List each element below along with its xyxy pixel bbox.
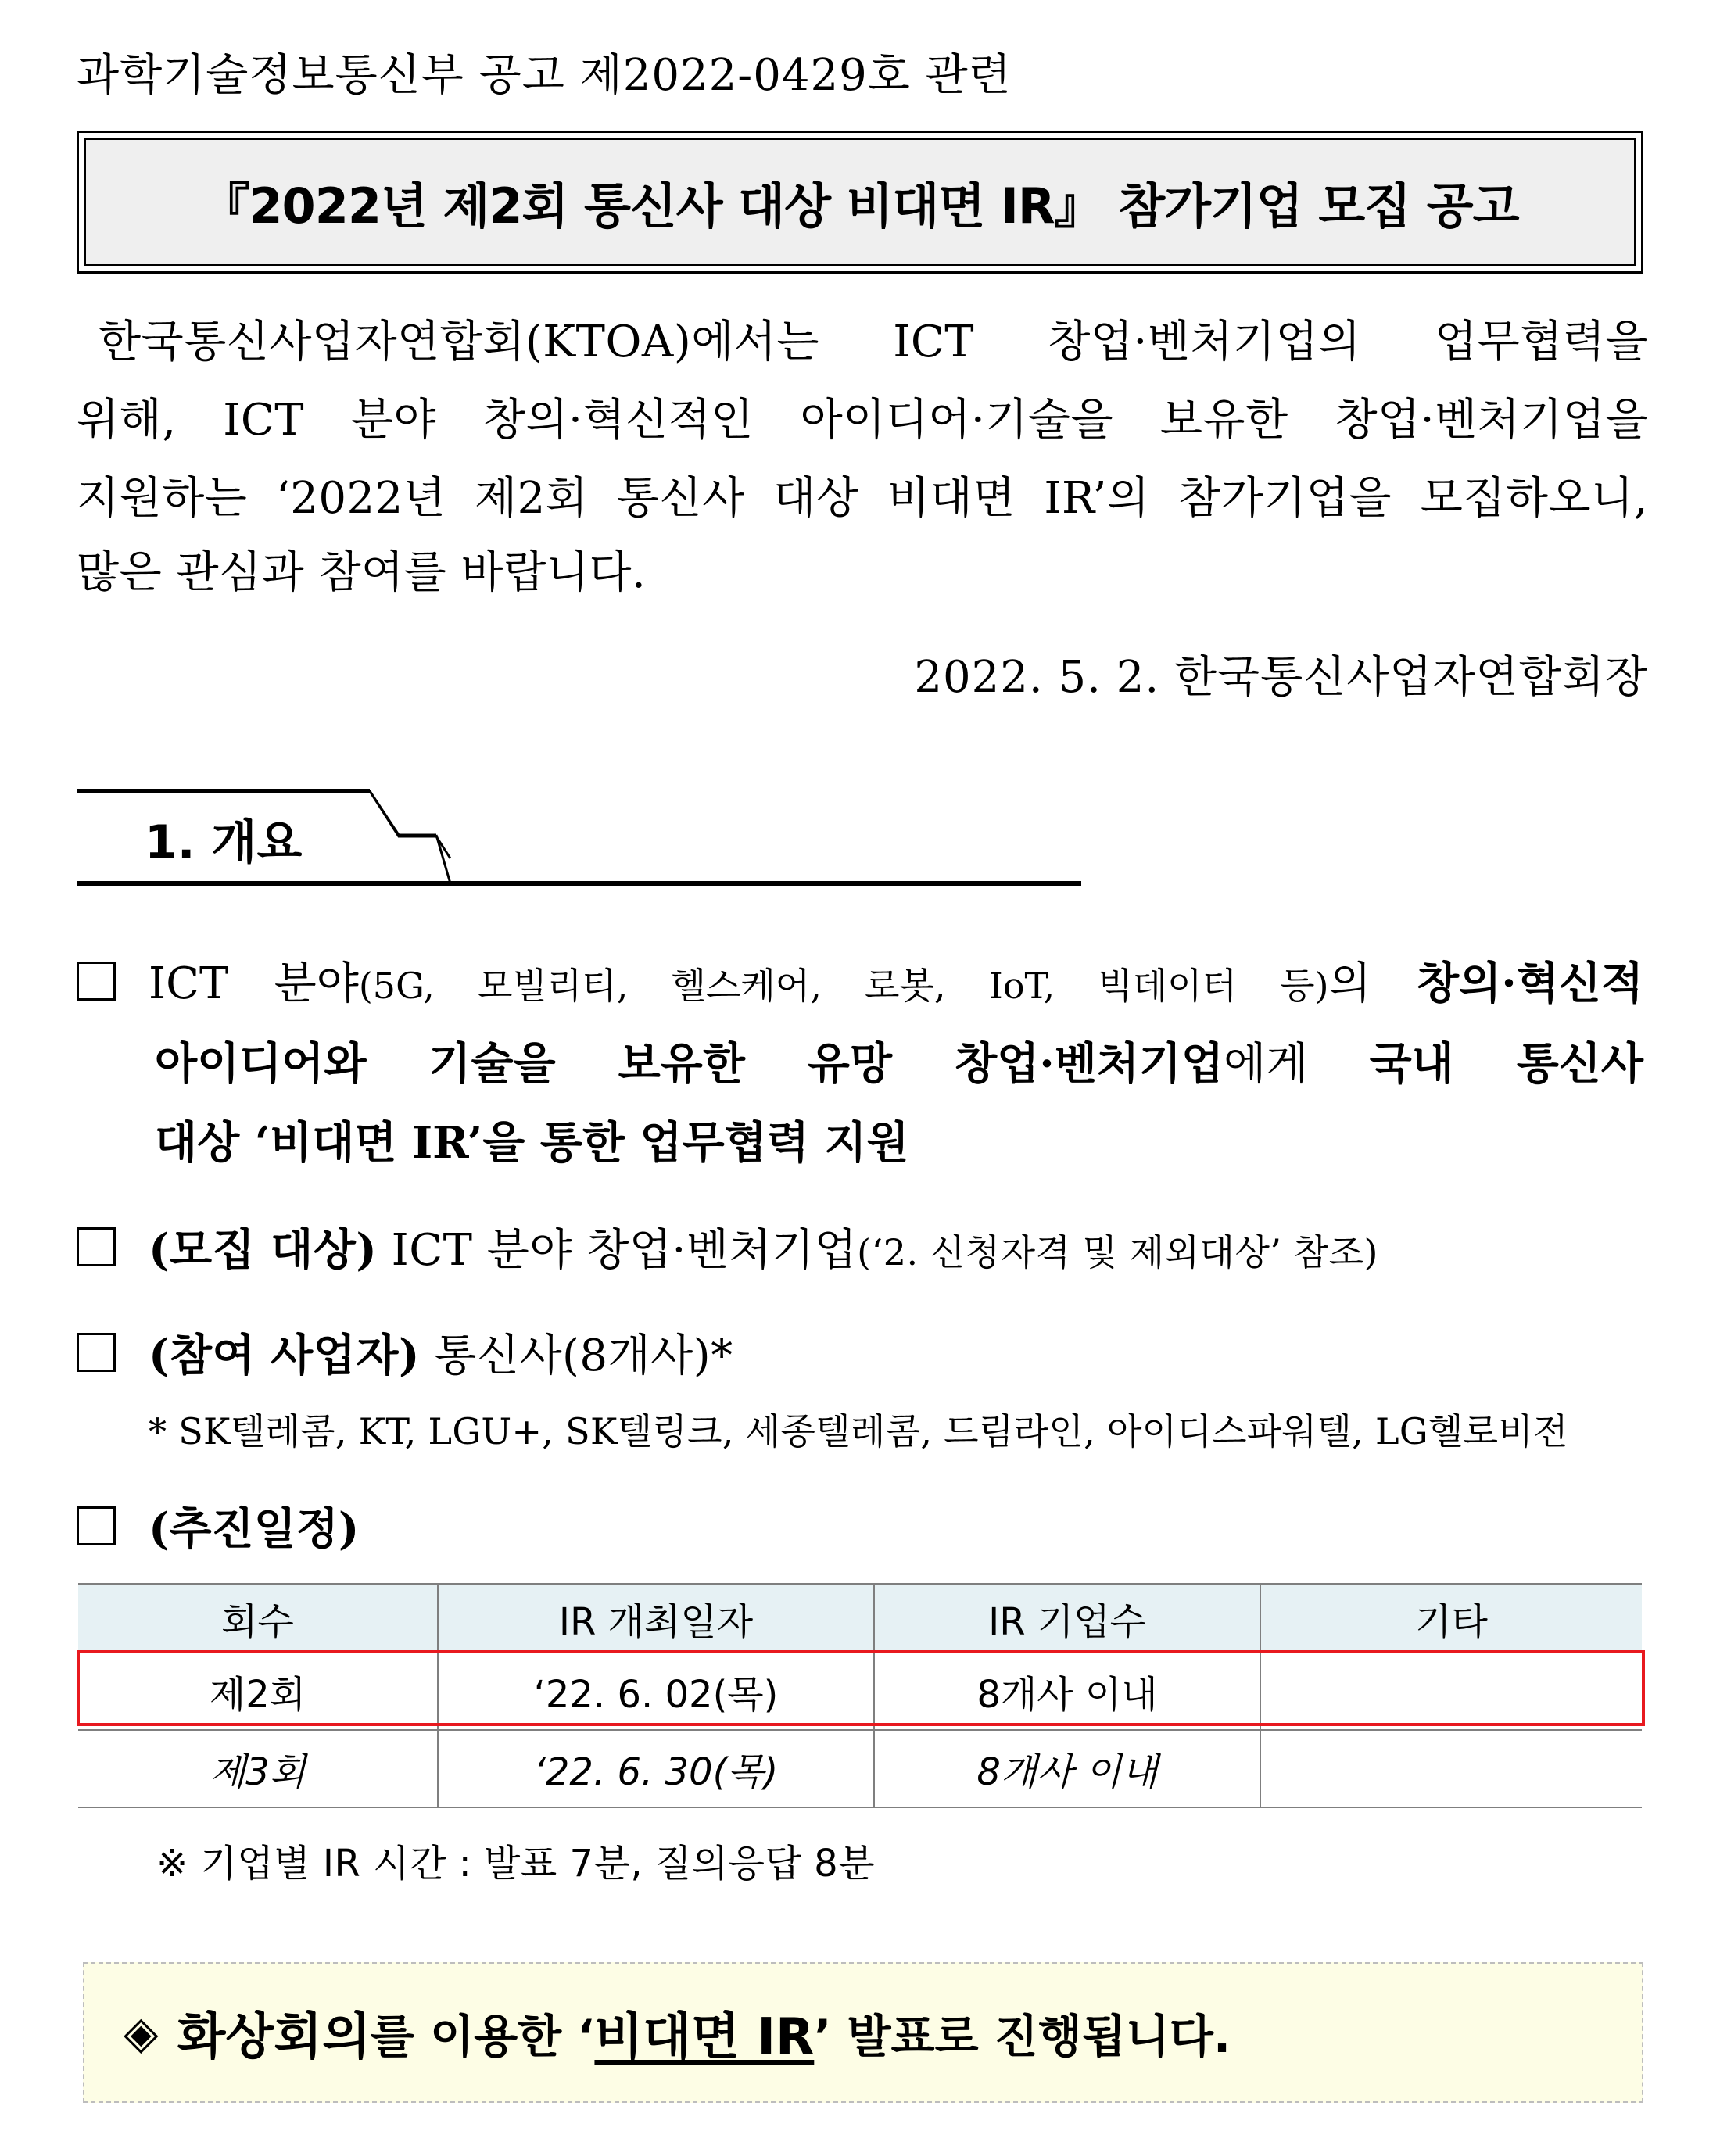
bullet-overview-line-2: 아이디어와 기술을 보유한 유망 창업·벤처기업에게 국내 통신사	[155, 1038, 1643, 1090]
column-header: 기타	[1260, 1584, 1642, 1653]
checkbox-icon	[77, 962, 116, 1001]
bullet-overview	[149, 944, 1643, 1182]
checkbox-icon	[77, 1333, 116, 1372]
table-cell: 8개사 이내	[874, 1730, 1260, 1807]
intro-line-2: 위해, ICT 분야 창의·혁신적인 아이디어·기술을 보유한 창업·벤처기업을	[77, 395, 1648, 446]
page-title: 『2022년 제2회 통신사 대상 비대면 IR』 참가기업 모집 공고	[84, 138, 1636, 266]
checkbox-icon	[77, 1506, 116, 1545]
bullet-overview-line-3: 대상 ‘비대면 IR’을 통한 업무협력 지원	[155, 1117, 909, 1169]
bullet-recruit-target: (모집 대상) ICT 분야 창업·벤처기업(‘2. 신청자격 및 제외대상’ 참조)	[149, 1224, 1378, 1276]
table-row	[78, 1730, 1642, 1807]
intro-paragraph	[77, 303, 1648, 538]
table-cell: 제2회	[78, 1653, 438, 1730]
column-header: 회수	[78, 1584, 438, 1653]
intro-line-3: 지원하는 ‘2022년 제2회 통신사 대상 비대면 IR’의 참가기업을 모집하오니,	[77, 473, 1648, 524]
intro-line-1: 한국통신사업자연합회(KTOA)에서는 ICT 창업·벤처기업의 업무협력을	[99, 317, 1648, 367]
intro-line-4: 많은 관심과 참여를 바랍니다.	[77, 547, 647, 598]
bullet-participants: (참여 사업자) 통신사(8개사)*	[149, 1330, 733, 1381]
table-cell: ‘22. 6. 30(목)	[438, 1730, 874, 1807]
callout-box: ◈ 화상회의 를 이용한 ‘ 비대면 IR ’ 발표로 진행됩니다.	[83, 1962, 1643, 2103]
checkbox-icon	[77, 1227, 116, 1266]
title-box	[77, 131, 1643, 274]
bullet-schedule: (추진일정)	[149, 1503, 360, 1555]
bullet-overview-line-1: ICT 분야(5G, 모빌리티, 헬스케어, 로봇, IoT, 빅데이터 등)의 창의·혁신적	[149, 958, 1643, 1009]
ir-time-note: ※ 기업별 IR 시간 : 발표 7분, 질의응답 8분	[156, 1842, 876, 1886]
table-cell: 제3회	[78, 1730, 438, 1807]
table-header-row	[78, 1584, 1642, 1653]
diamond-icon: ◈	[124, 2006, 159, 2059]
announcement-reference: 과학기술정보통신부 공고 제2022-0429호 관련	[77, 50, 1012, 101]
table-cell: 8개사 이내	[874, 1653, 1260, 1730]
participants-note: * SK텔레콤, KT, LGU+, SK텔링크, 세종텔레콤, 드림라인, 아이디스파워텔, LG헬로비전	[149, 1410, 1568, 1452]
table-cell: ‘22. 6. 02(목)	[438, 1653, 874, 1730]
section-title-overview: 1. 개요	[145, 815, 303, 870]
column-header: IR 개최일자	[438, 1584, 874, 1653]
highlight-box	[77, 1650, 1645, 1726]
date-signature: 2022. 5. 2. 한국통신사업자연합회장	[914, 652, 1648, 703]
table-cell	[1260, 1730, 1642, 1807]
column-header: IR 기업수	[874, 1584, 1260, 1653]
